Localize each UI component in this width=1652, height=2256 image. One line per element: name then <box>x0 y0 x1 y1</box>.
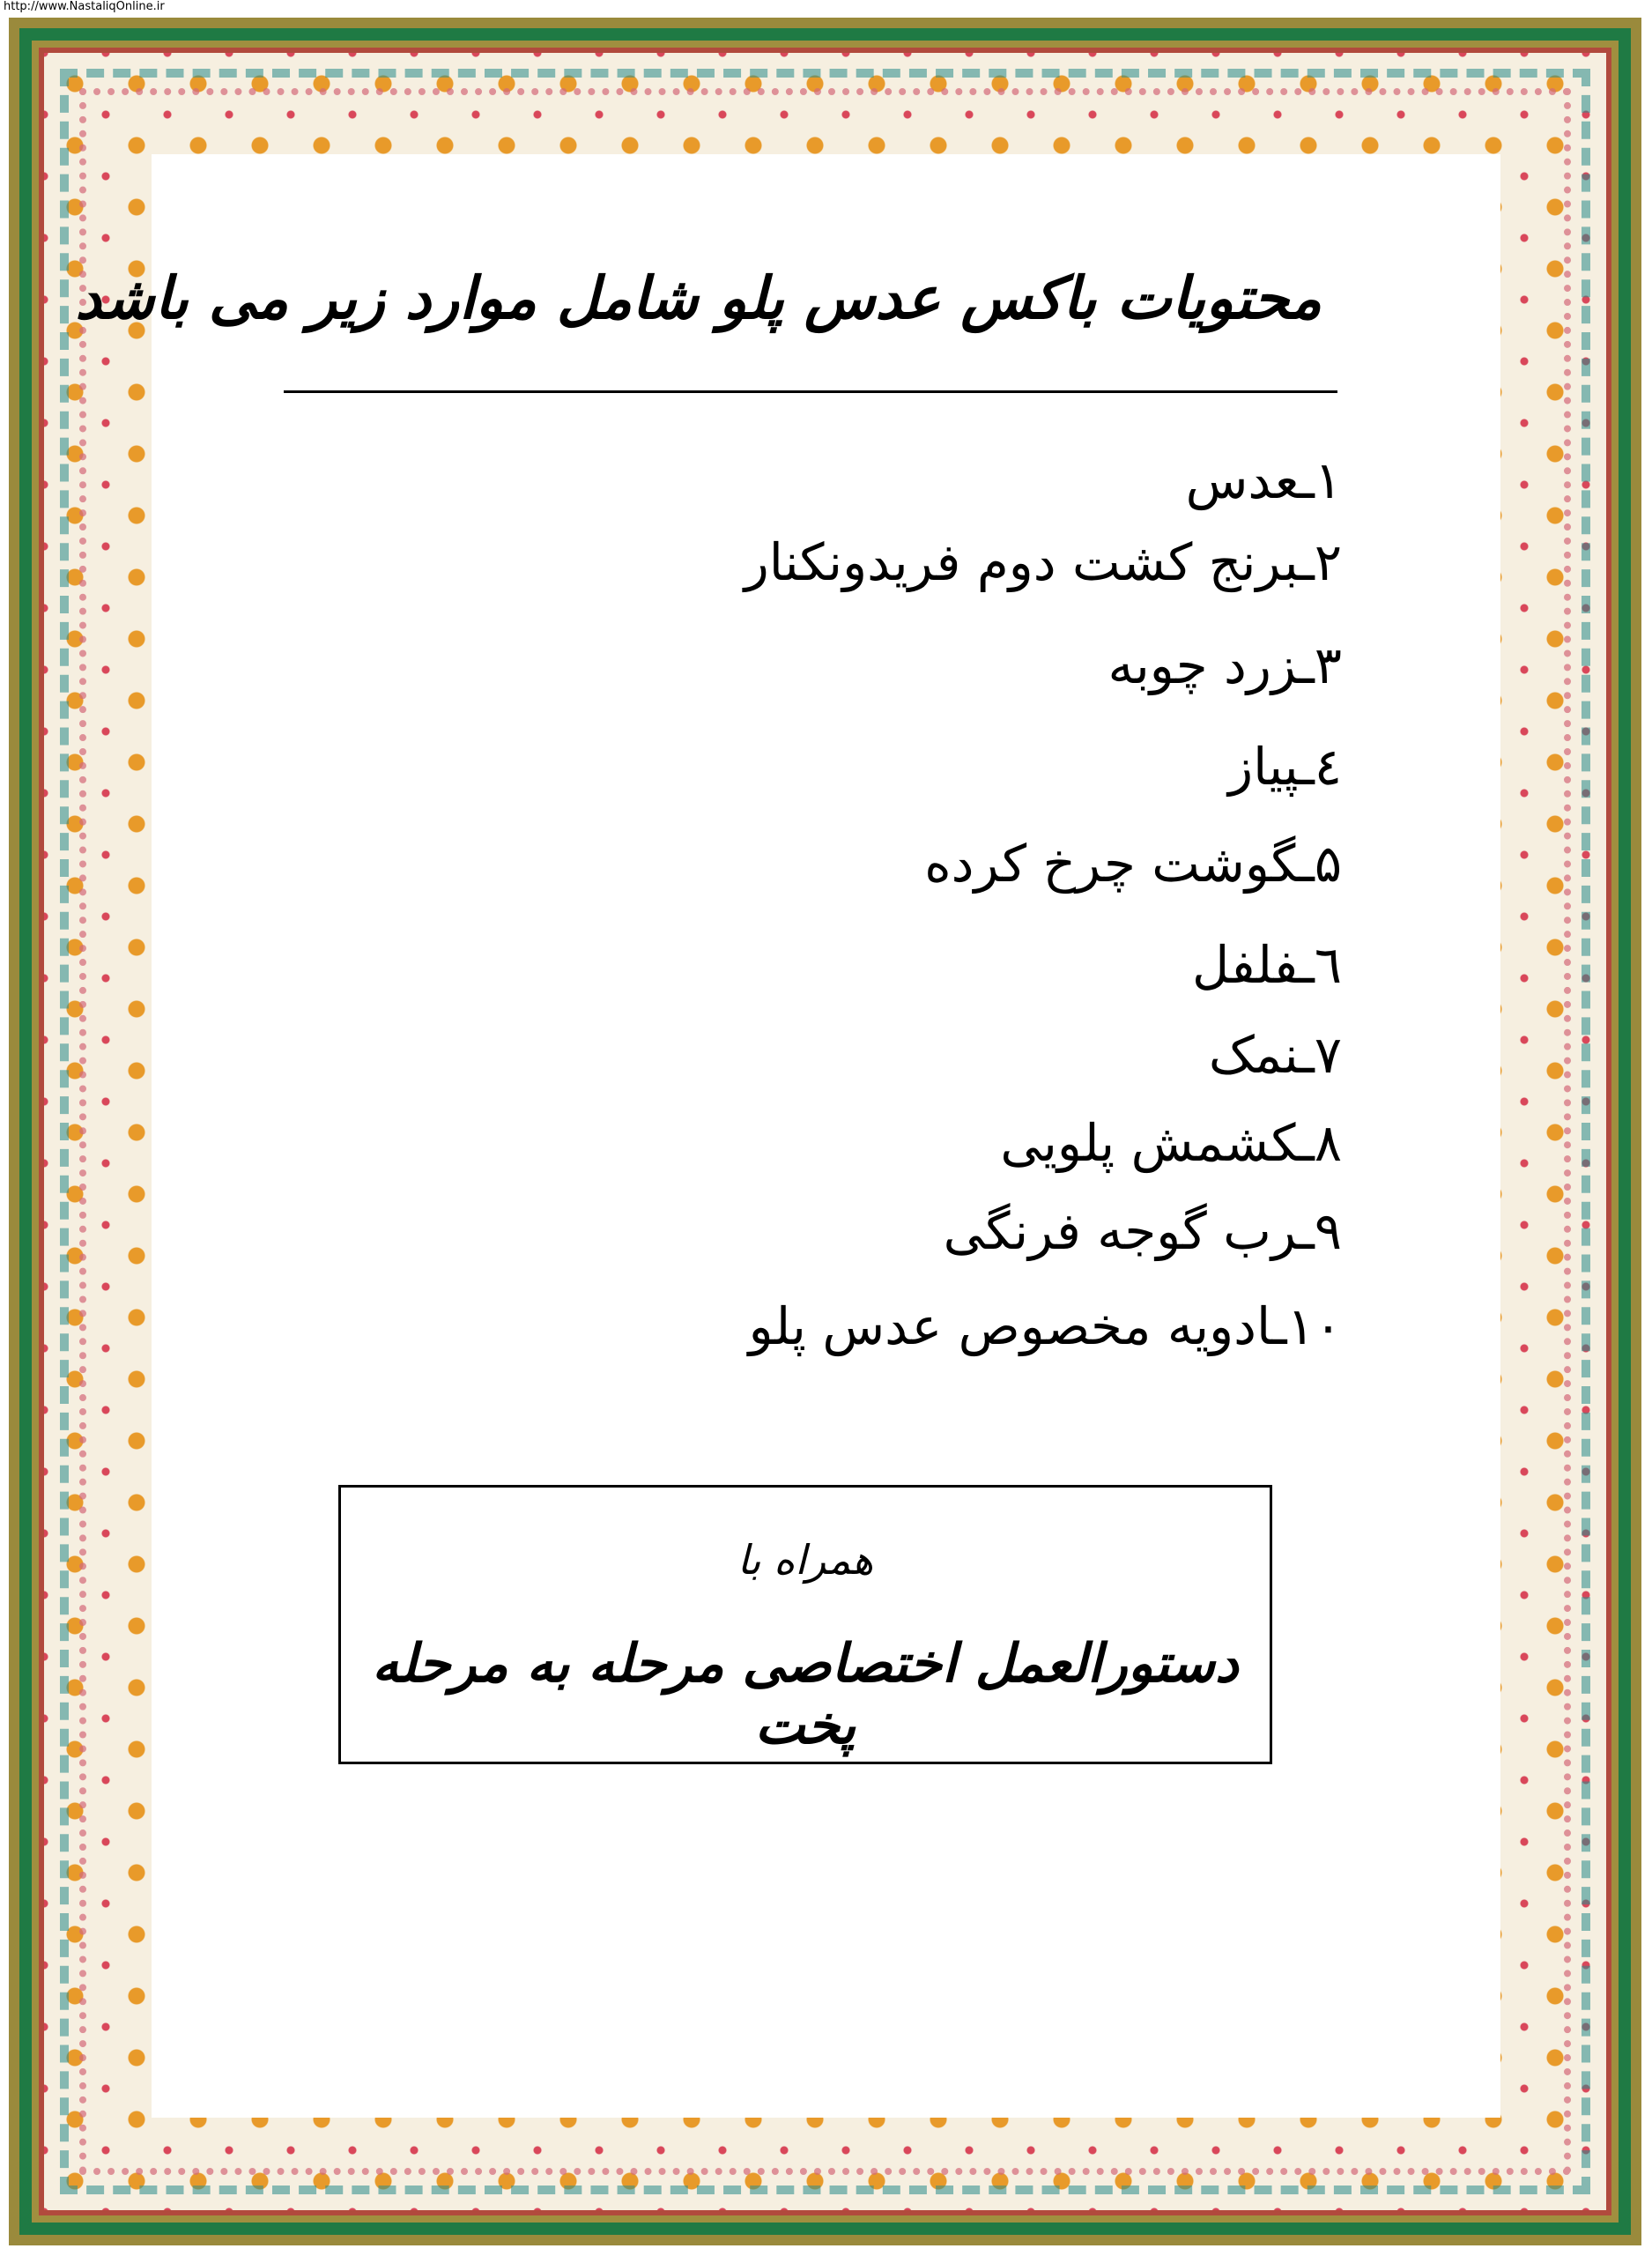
list-item-8: ۸ـکشمش پلویی <box>1000 1113 1342 1173</box>
list-item-3: ۳ـزرد چوبه <box>1108 635 1342 695</box>
box-heading: دستورالعمل اختصاصی مرحله به مرحله پخت <box>372 1633 1239 1756</box>
box-subtitle: همراه با <box>737 1536 874 1584</box>
page-title: محتویات باکس عدس پلو شامل موارد زیر می باشد <box>75 263 1322 332</box>
list-item-7: ۷ـنمک <box>1208 1025 1342 1085</box>
list-item-1: ۱ـعدس <box>1185 450 1342 510</box>
source-url: http://www.NastaliqOnline.ir <box>4 0 165 13</box>
list-item-4: ٤ـپیاز <box>1228 737 1342 797</box>
recipe-included-box <box>338 1485 1272 1764</box>
title-underline <box>284 390 1337 393</box>
list-item-2: ۲ـبرنج کشت دوم فریدونکنار <box>744 532 1342 592</box>
list-item-5: ۵ـگوشت چرخ کرده <box>924 834 1342 894</box>
list-item-6: ٦ـفلفل <box>1192 935 1342 995</box>
list-item-9: ۹ـرب گوجه فرنگی <box>943 1201 1342 1261</box>
list-item-10: ۱۰ـادویه مخصوص عدس پلو <box>748 1296 1342 1356</box>
